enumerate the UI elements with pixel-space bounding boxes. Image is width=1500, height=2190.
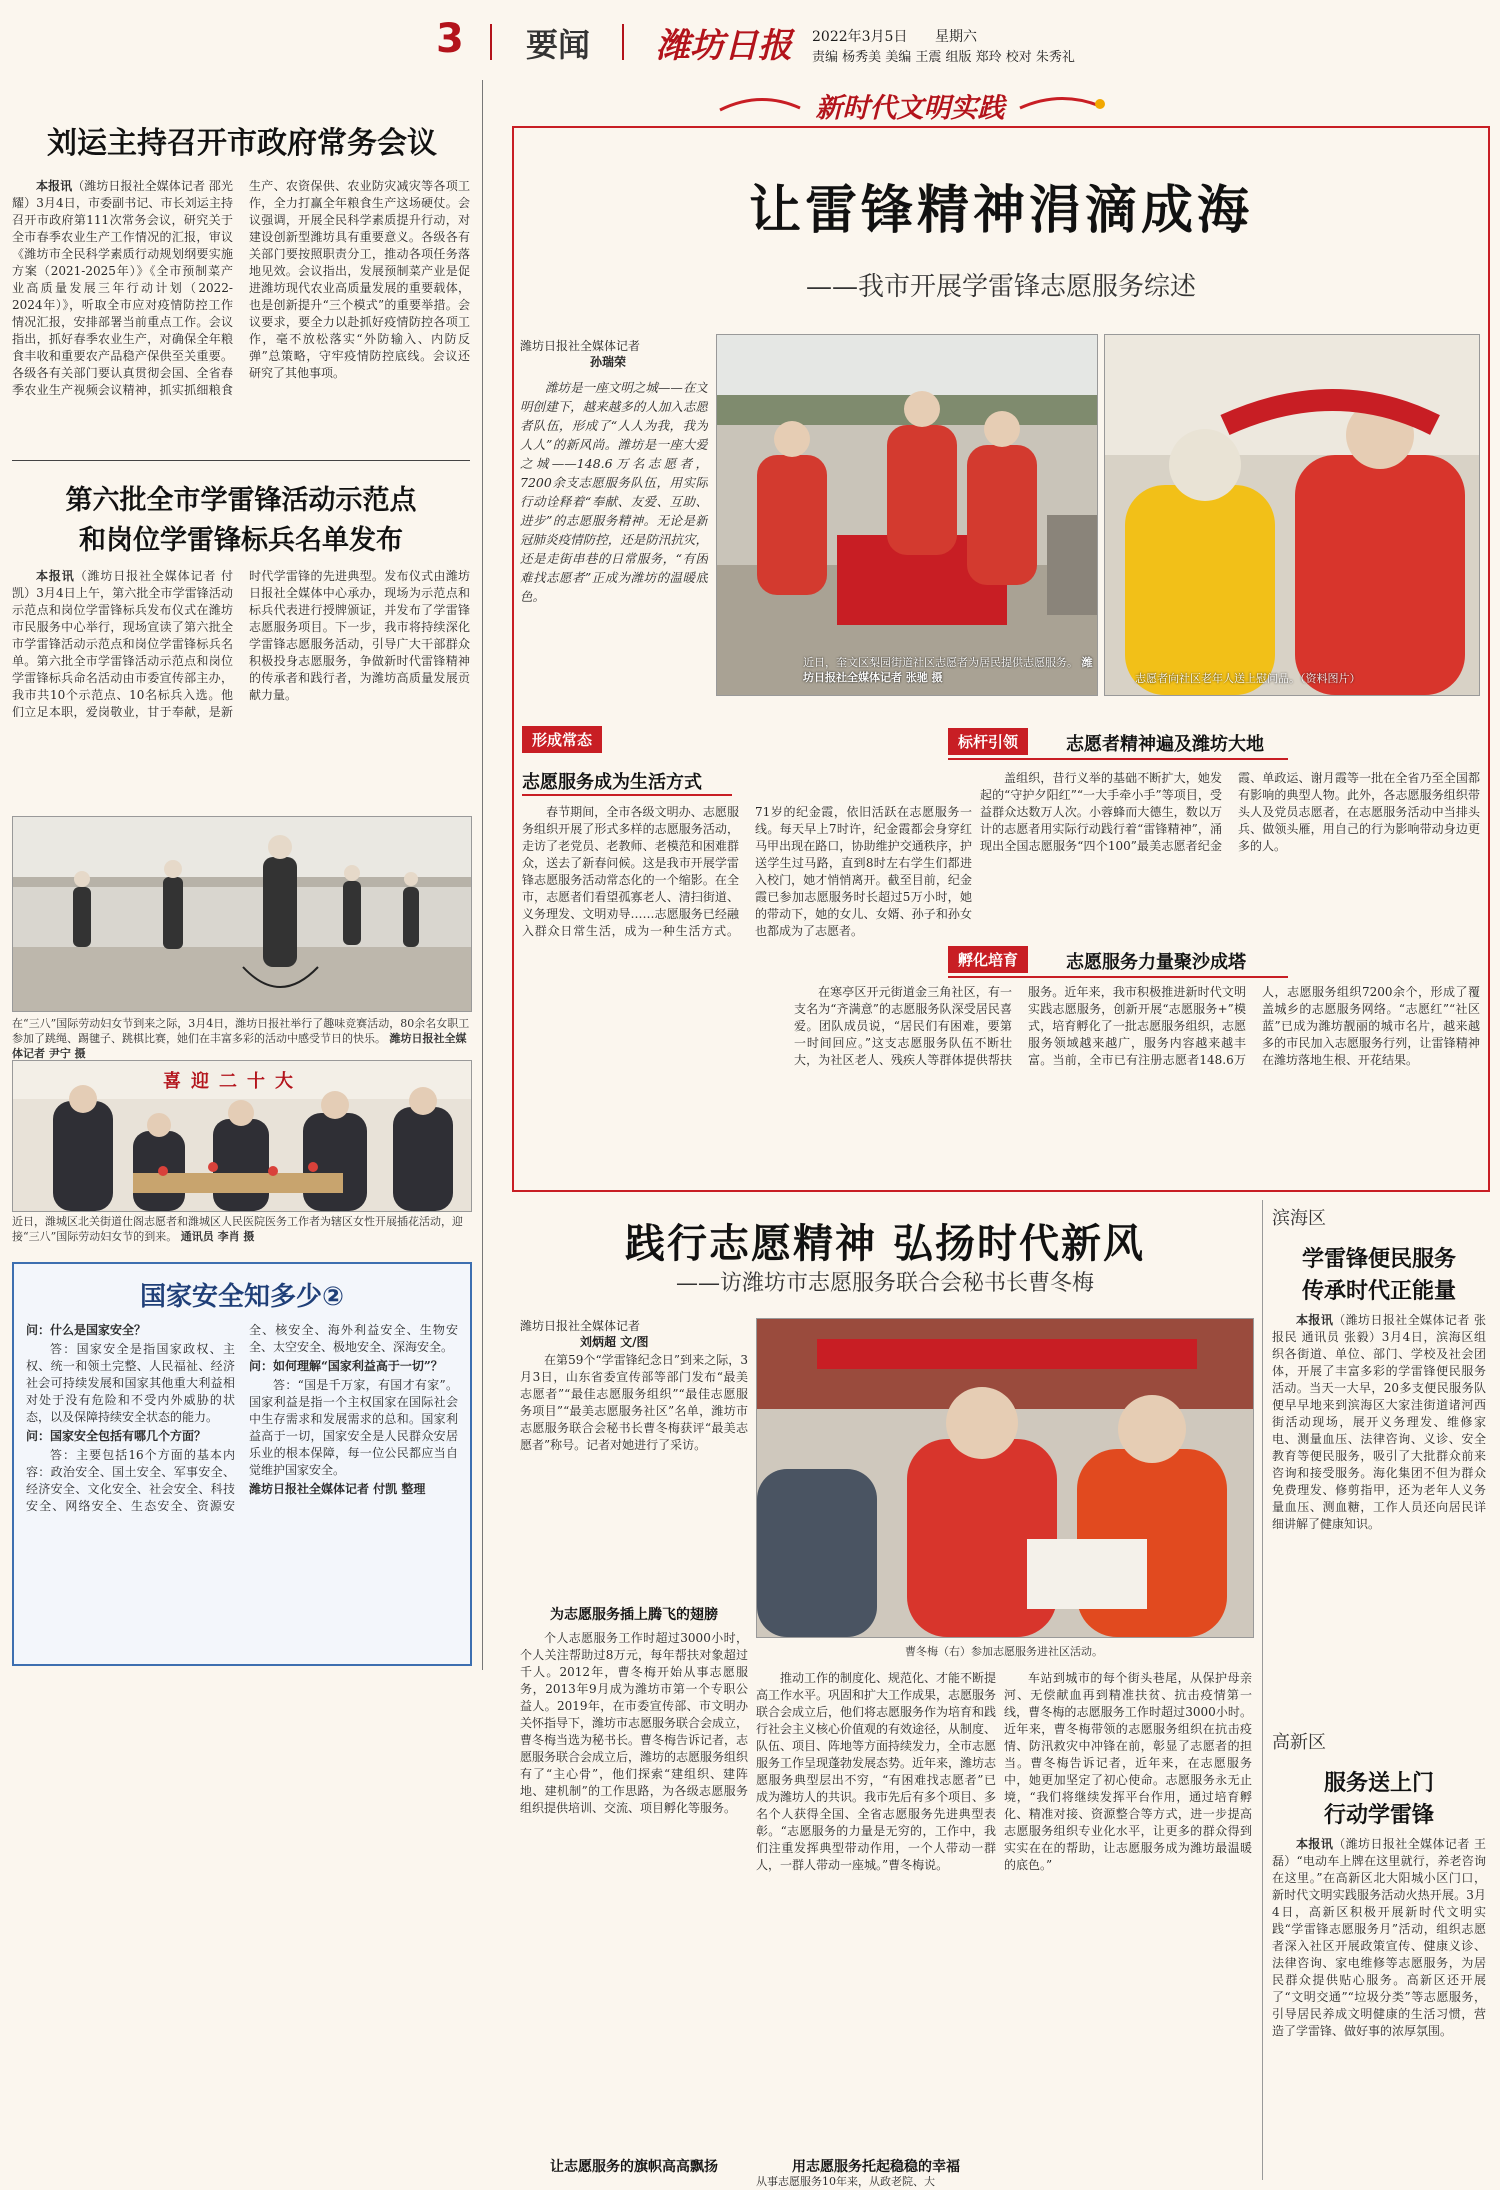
answer-2: 答：主要包括16个方面的基本内容：政治安全、国土安全、军事安全、经济安全、文化安全、社会安全、科技安全、网络安全、生态安全、资源安全、核安全、海外利益安全、生物安全、太空安全、极地安全、深海安全。: [26, 1323, 458, 1513]
photo-banner-text: 喜迎二十大: [163, 1071, 303, 1092]
answer-3: 答：“国是千万家，有国才有家”。国家利益是指一个主权国家在国际社会中生存需求和发展需求的总和。国家利益高于一切，国家安全是人民群众安居乐业的根本保障，每一位公民都应当自觉维护国家安全。: [249, 1378, 458, 1477]
photo-caption: [12, 1016, 470, 1060]
interview-title: 践行志愿精神 弘扬时代新风: [625, 1221, 1145, 1267]
interview-intro: 在第59个“学雷锋纪念日”到来之际，3月3日，山东省委宣传部等部门发布“最美志愿者”“最佳志愿服务组织”“最佳志愿服务项目”“最美志愿服务社区”名单，潍坊市志愿服务联合会秘书长曹冬梅获评“最美志愿者”称号。记者对她进行了采访。: [520, 1353, 748, 1452]
photo-credit: 潍坊日报社全媒体记者 张驰 摄: [803, 656, 1093, 684]
feature-byline: [520, 338, 708, 370]
section-body: 盖组织，昔行义举的基础不断扩大，她发起的“守护夕阳红”“一大手牵小手”等项目，受益群众达数万人次。小蓉蜂而大德生，数以万计的志愿者用实际行动践行着“雷锋精神”，涌现出全国志愿服务“四个100”最美志愿者纪金霞、单政运、谢月霞等一批在全省乃至全国都有影响的典型人物。此外，各志愿服务组织带头人及党员志愿者，在志愿服务活动中当排头兵、做领头雁，用自己的行为影响带动身边更多的人。: [980, 771, 1480, 853]
interview-subtitle: ——访潍坊市志愿服务联合会秘书长曹冬梅: [675, 1271, 1094, 1296]
question-2: 问：国家安全包括有哪几个方面？: [26, 1429, 207, 1443]
box-title: 国家安全知多少②: [139, 1282, 344, 1312]
article-text: （潍坊日报社全媒体记者 邵光耀）3月4日，市委副书记、市长刘运主持召开市政府第111次常务会议，研究关于全市春季农业生产工作情况的汇报，审议《潍坊市全民科学素质行动规划纲要实施方案（2021-2025年）》《全市预制菜产业高质量发展三年行动计划（2022-2024年）》，听取全市应对疫情防控工作情况汇报，安排部署当前重点工作。会议指出，抓好春季农业生产，对确保全年粮食丰收和重要农产品稳产保供至关重要。各级各有关部门要认真贯彻会国、全省春季农业生产视频会议精神，抓实抓细粮食生产、农资保供、农业防灾减灾等各项工作，全力打赢全年粮食生产这场硬仗。会议强调，开展全民科学素质提升行动，对建设创新型潍坊具有重要意义。各级各有关部门要按照职责分工，推动各项任务落地见效。会议指出，发展预制菜产业是促进潍坊现代农业高质量发展的重要载体，也是创新提升“三个模式”的重要举措。会议要求，要全力以赴抓好疫情防控各项工作，毫不放松落实“外防输入、内防反弹”总策略，守牢疫情防控底线。会议还研究了其他事项。: [12, 179, 470, 397]
section-badge: 孵化培育: [948, 946, 1028, 973]
divider: [12, 460, 470, 461]
column-separator: [482, 80, 483, 1670]
paper-logo: 潍坊日报: [656, 26, 792, 66]
lead-tag: 本报讯: [1296, 1313, 1334, 1327]
editor-credits: 责编 杨秀美 美编 王震 组版 郑玲 校对 朱秀礼: [812, 50, 1075, 65]
caption-text: 在“三八”国际劳动妇女节到来之际，3月4日，潍坊日报社举行了趣味竞赛活动，80余名女职工参加了跳绳、踢毽子、跳棋比赛，她们在丰富多彩的活动中感受节日的快乐。: [12, 1017, 470, 1045]
feature-photo-elderly: [1104, 334, 1480, 696]
issue-weekday: 星期六: [935, 29, 977, 45]
feature-intro: 潍坊是一座文明之城——在文明创建下，越来越多的人加入志愿者队伍，形成了“人人为我，我为人人”的新风尚。潍坊是一座大爱之城——148.6万名志愿者，7200余支志愿服务队伍，用实际行动诠释着“奉献、友爱、互助、进步”的志愿服务精神。无论是新冠肺炎疫情防控，还是防汛抗灾，还是走街串巷的日常服务，“有困难找志愿者”正成为潍坊的温暖底色。: [520, 380, 708, 604]
section-badge: 形成常态: [522, 726, 602, 753]
article-text: （潍坊日报社全媒体记者 付凯）3月4日上午，第六批全市学雷锋活动示范点和岗位学雷锋标兵发布仪式在潍坊市民服务中心举行，现场宣读了第六批全市学雷锋活动示范点和岗位学雷锋标兵名单。第六批全市学雷锋活动示范点和岗位学雷锋标兵命名活动由市委宣传部主办，我市共10个示范点、10名标兵入选。他们立足本职，爱岗敬业，甘于奉献，是新时代学雷锋的先进典型。发布仪式由潍坊日报社全媒体中心承办，现场为示范点和标兵代表进行授牌颁证，并发布了学雷锋志愿服务项目。下一步，我市将持续深化学雷锋志愿服务活动，引导广大干部群众积极投身志愿服务，争做新时代雷锋精神的传承者和践行者，为潍坊高质量发展贡献力量。: [12, 569, 470, 719]
interview-photo-image: [757, 1319, 1253, 1637]
interview-body: 从事志愿服务10年来，从政老院、大: [756, 2176, 935, 2188]
interview-photo: [756, 1318, 1254, 1638]
article-body: [12, 178, 470, 446]
banner-title: 新时代文明实践: [815, 93, 1005, 124]
feature-photo-volunteers: [716, 334, 1098, 696]
sidebar-title-line2: 传承时代正能量: [1301, 1279, 1456, 1304]
section-body: 春节期间，全市各级文明办、志愿服务组织开展了形式多样的志愿服务活动，走访了老党员、老教师、老模范和困难群众，送去了新春问候。这是我市开展学雷锋志愿服务活动常态化的一个缩影。在全市，志愿者们看望孤寡老人、清扫街道、义务理发、文明劝导……志愿服务已经融入群众日常生活，成为一种生活方式。71岁的纪金霞，依旧活跃在志愿服务一线。每天早上7时许，纪金霞都会身穿红马甲出现在路口，协助维护交通秩序，护送学生过马路，直到8时左右学生们都进入校门，她才悄悄离开。截至目前，纪金霞已参加志愿服务时长超过5万小时，她的带动下，她的女儿、女婿、孙子和孙女也都成为了志愿者。: [522, 805, 972, 938]
sidebar-body: [1272, 1836, 1486, 2182]
region-label: 高新区: [1272, 1732, 1326, 1753]
article-body: [12, 568, 470, 796]
section-rule: [948, 758, 1288, 760]
masthead-divider-2: [622, 24, 624, 60]
interview-body: 个人志愿服务工作时超过3000小时，个人关注帮助过8万元，每年帮扶对象超过千人。2012年，曹冬梅开始从事志愿服务，2013年9月成为潍坊市第一个专职公益人。2019年，在市委宣传部、市文明办关怀指导下，潍坊市志愿服务联合会成立，曹冬梅当选为秘书长。曹冬梅告诉记者，志愿服务联合会成立后，潍坊的志愿服务组织有了“主心骨”，他们探索“建组织、建阵地、建机制”的工作思路，为各级志愿服务组织提供培训、交流、项目孵化等服务。: [520, 1631, 748, 1815]
section-rule: [522, 794, 732, 796]
feature-photo-volunteers-image: [717, 335, 1097, 695]
interview-subhead: 为志愿服务插上腾飞的翅膀: [550, 1607, 718, 1623]
lead-tag: 本报讯: [36, 569, 75, 583]
photo-caption: [803, 655, 1093, 685]
question-3: 问：如何理解“国家利益高于一切”？: [249, 1359, 443, 1373]
box-body: [26, 1322, 458, 1654]
photo-jump-rope-image: [13, 817, 471, 1011]
security-quiz-box: [12, 1262, 472, 1666]
answer-1: 答：国家安全是指国家政权、主权、统一和领土完整、人民福祉、经济社会可持续发展和国家其他重大利益相对处于没有危险和不受内外威胁的状态，以及保障持续安全状态的能力。: [26, 1342, 235, 1424]
byline-name: 刘炳超 文/图: [580, 1335, 649, 1349]
interview-subhead: 让志愿服务的旗帜高高飘扬: [550, 2159, 718, 2175]
box-credit: 潍坊日报社全媒体记者 付凯 整理: [249, 1482, 426, 1496]
section-title: 志愿服务成为生活方式: [522, 772, 702, 793]
section-title: 志愿者精神遍及潍坊大地: [1066, 734, 1264, 755]
section-badge: 标杆引领: [948, 728, 1028, 755]
feature-subtitle: ——我市开展学雷锋志愿服务综述: [805, 272, 1196, 302]
interview-byline: [520, 1318, 708, 1350]
caption-text: 近日，潍城区北关街道仕阁志愿者和潍城区人民医院医务工作者为辖区女性开展插花活动，迎接“三八”国际劳动妇女节的到来。: [12, 1215, 463, 1243]
column-separator: [1262, 1200, 1263, 2180]
article-title: 刘运主持召开市政府常务会议: [47, 126, 437, 161]
sidebar-body: [1272, 1312, 1486, 1698]
lead-tag: 本报讯: [36, 179, 73, 193]
photo-jump-rope: [12, 816, 472, 1012]
interview-subhead: 用志愿服务托起稳稳的幸福: [792, 2159, 960, 2175]
article-text: （潍坊日报社全媒体记者 王磊）“电动车上牌在这里就行，养老咨询在这里。”在高新区北大阳城小区门口，新时代文明实践服务活动火热开展。3月4日，高新区积极开展新时代文明实践“学雷锋志愿服务月”活动，组织志愿者深入社区开展政策宣传、健康义诊、法律咨询、家电维修等志愿服务，为居民群众提供贴心服务。高新区还开展了“文明交通”“垃圾分类”等志愿服务，引导居民养成文明健康的生活习惯，营造了学雷锋、做好事的浓厚氛围。: [1272, 1837, 1486, 2038]
section-body: 在寒亭区开元街道金三角社区，有一支名为“齐满意”的志愿服务队深受居民喜爱。团队成员说，“居民们有困难，要第一时间回应。”这支志愿服务队伍不断壮大，为社区老人、残疾人等群体提供帮扶服务。近年来，我市积极推进新时代文明实践志愿服务，创新开展“志愿服务+”模式，培育孵化了一批志愿服务组织，志愿服务领域越来越广，服务内容越来越丰富。当前，全市已有注册志愿者148.6万人，志愿服务组织7200余个，形成了覆盖城乡的志愿服务网络。“志愿红”“社区蓝”已成为潍坊靓丽的城市名片，越来越多的市民加入志愿服务行列，让雷锋精神在潍坊落地生根、开花结果。: [794, 985, 1480, 1067]
lead-tag: 本报讯: [1296, 1837, 1334, 1851]
photo-flower-arranging: [12, 1060, 472, 1212]
caption-text: 近日，奎文区梨园街道社区志愿者为居民提供志愿服务。: [803, 656, 1078, 669]
sidebar-title-line1: 服务送上门: [1323, 1771, 1434, 1796]
byline-label: 潍坊日报社全媒体记者: [520, 1319, 641, 1333]
article-text: （潍坊日报社全媒体记者 张报民 通讯员 张毅）3月4日，滨海区组织各街道、单位、部门、学校及社会团体，开展了丰富多彩的学雷锋便民服务活动。当天一大早，20多支便民服务队便早早地来到滨海区大家洼街道诸河西街活动现场，展开义务理发、维修家电、测量血压、法律咨询、义诊、安全教育等便民服务，吸引了大批群众前来咨询和接受服务。海化集团不但为群众免费理发、修剪指甲，还为老年人义务量血压、测血糖，工作人员还向居民详细讲解了健康知识。: [1272, 1313, 1486, 1531]
sidebar-title-line2: 行动学雷锋: [1323, 1803, 1434, 1828]
section-name: 要闻: [526, 26, 591, 64]
interview-body: 推动工作的制度化、规范化、才能不断提高工作水平。巩固和扩大工作成果，志愿服务联合会成立后，他们将志愿服务作为培育和践行社会主义核心价值观的有效途径，从制度、队伍、项目、阵地等方面持续发力，全市志愿服务工作呈现蓬勃发展态势。近年来，潍坊志愿服务典型层出不穷，“有困难找志愿者”已成为潍坊人的共识。我市先后有多个项目、多名个人获得全国、全省志愿服务先进典型表彰。“志愿服务的力量是无穷的，工作中，我们注重发挥典型带动作用，一个人带动一群人，一群人带动一座城。”曹冬梅说。: [756, 1671, 996, 1872]
photo-caption: 志愿者向社区老年人送上慰问品。（资料图片）: [1135, 672, 1361, 685]
photo-credit: 通讯员 李肖 摄: [180, 1230, 255, 1243]
page-number: 3: [436, 16, 464, 62]
feature-title: 让雷锋精神涓滴成海: [748, 181, 1253, 241]
article-title-line1: 第六批全市学雷锋活动示范点: [65, 485, 417, 516]
masthead: [0, 0, 1500, 70]
feature-banner: [700, 84, 1120, 124]
photo-caption: [12, 1214, 470, 1248]
feature-photo-elderly-image: [1105, 335, 1479, 695]
photo-caption: 曹冬梅（右）参加志愿服务进社区活动。: [905, 1645, 1103, 1658]
issue-date: 2022年3月5日: [812, 29, 908, 45]
article-title-line2: 和岗位学雷锋标兵名单发布: [79, 525, 403, 556]
byline-label: 潍坊日报社全媒体记者: [520, 339, 641, 353]
section-rule: [948, 976, 1288, 978]
region-label: 滨海区: [1272, 1208, 1326, 1229]
sidebar-title-line1: 学雷锋便民服务: [1301, 1247, 1456, 1272]
question-1: 问：什么是国家安全？: [26, 1323, 147, 1337]
interview-body: 车站到城市的每个街头巷尾，从保护母亲河、无偿献血再到精准扶贫、抗击疫情第一线，曹冬梅的志愿服务工作时超过3000小时。近年来，曹冬梅带领的志愿服务组织在抗击疫情、防汛救灾中冲锋在前，彰显了志愿者的担当。曹冬梅告诉记者，近年来，在志愿服务中，她更加坚定了初心使命。志愿服务永无止境，“我们将继续发挥平台作用，通过培育孵化、精准对接、资源整合等方式，进一步提高志愿服务组织专业化水平，让更多的群众得到实实在在的帮助，让志愿服务成为潍坊最温暖的底色。”: [1004, 1671, 1252, 1872]
section-title: 志愿服务力量聚沙成塔: [1066, 952, 1246, 973]
photo-credit: 潍坊日报社全媒体记者 尹宁 摄: [12, 1032, 467, 1060]
masthead-divider: [490, 24, 492, 60]
byline-name: 孙瑞荣: [590, 355, 627, 369]
